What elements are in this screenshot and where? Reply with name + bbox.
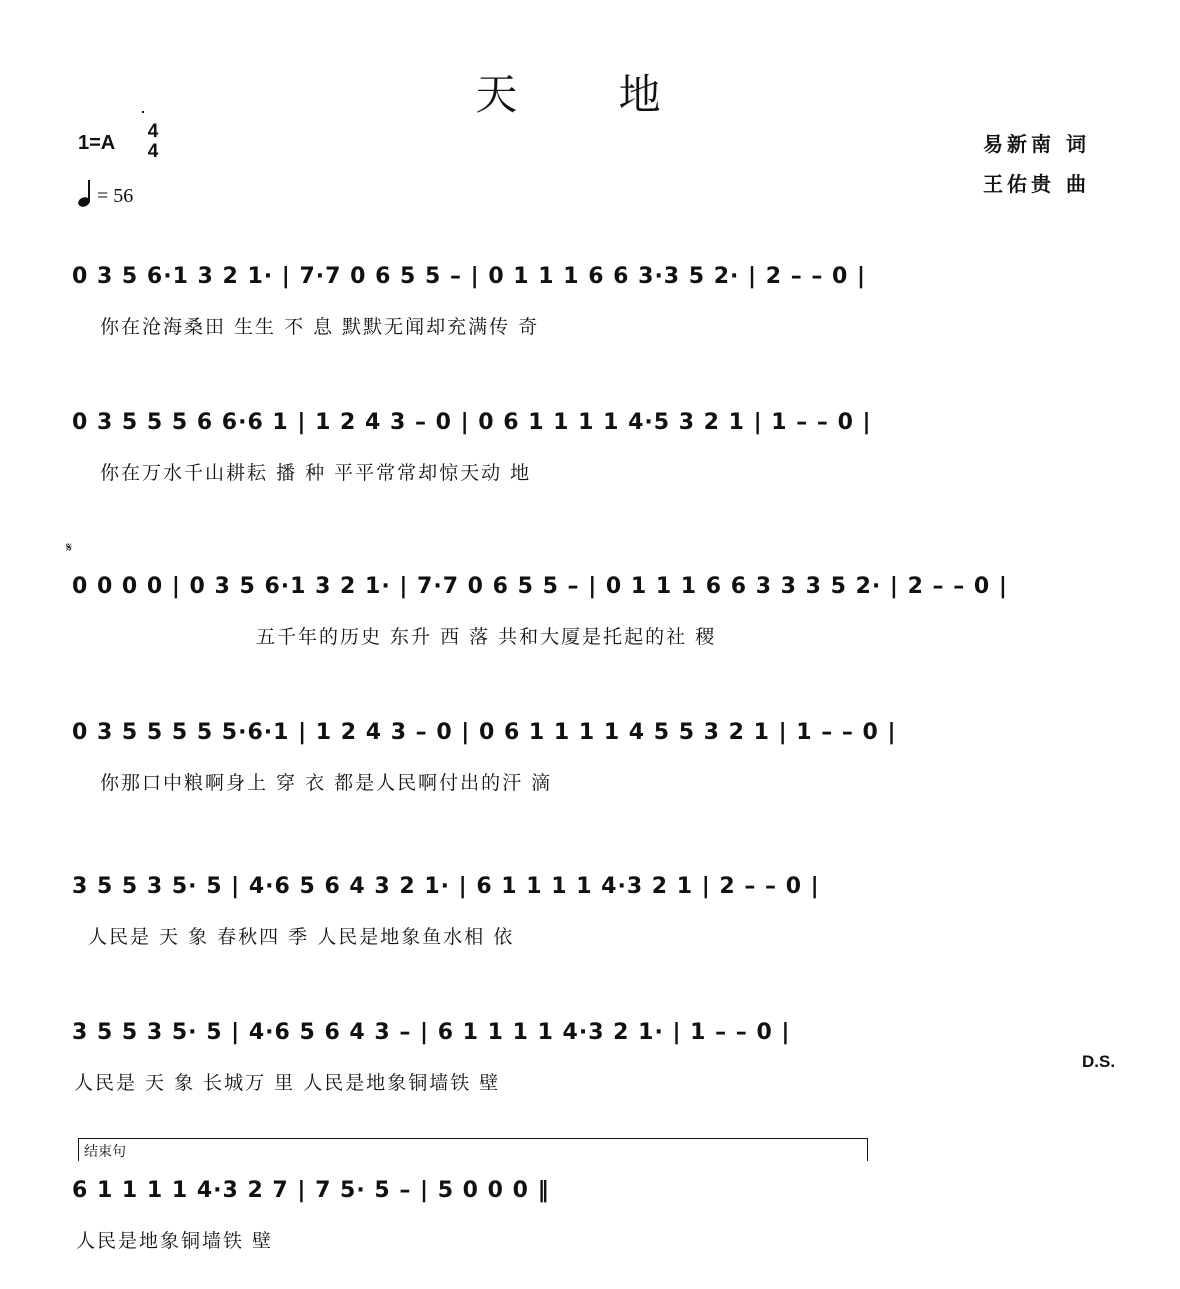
composer-credit: 王佑贵 曲 bbox=[983, 172, 1090, 196]
lyric-line: 人民是 天 象 春秋四 季 人民是地象鱼水相 依 bbox=[88, 926, 515, 948]
lyricist-credit: 易新南 词 bbox=[983, 132, 1090, 156]
lyric-line: 五千年的历史 东升 西 落 共和大厦是托起的社 稷 bbox=[256, 626, 717, 648]
notation-line: 0 3 5 6·1 3 2 1· | 7·7 0 6 5 5 – | 0 1 1 1 6 6 3·3 5 2· | 2 – – 0 | bbox=[72, 264, 867, 289]
time-signature-bottom: 4 bbox=[147, 141, 159, 162]
lyric-line: 你在万水千山耕耘 播 种 平平常常却惊天动 地 bbox=[100, 462, 532, 484]
ending-bracket bbox=[78, 1138, 868, 1161]
tempo-value: = 56 bbox=[97, 185, 134, 207]
song-title: 天 地 bbox=[475, 70, 705, 119]
lyric-line: 你那口中粮啊身上 穿 衣 都是人民啊付出的汗 滴 bbox=[100, 772, 553, 794]
lyric-line: 人民是地象铜墙铁 壁 bbox=[76, 1230, 274, 1252]
ds-marking: D.S. bbox=[1082, 1052, 1116, 1071]
notation-line: 3 5 5 3 5· 5 | 4·6 5 6 4 3 2 1· | 6 1 1 1 1 4·3 2 1 | 2 – – 0 | bbox=[72, 874, 820, 899]
ending-label: 结束句 bbox=[84, 1144, 126, 1160]
key-signature: 1=A bbox=[78, 132, 116, 154]
lyric-line: 你在沧海桑田 生生 不 息 默默无闻却充满传 奇 bbox=[100, 316, 540, 338]
notation-line: 0 3 5 5 5 6 6·6 1 | 1 2 4 3 – 0 | 0 6 1 1 1 1 4·5 3 2 1 | 1 – – 0 | bbox=[72, 410, 872, 435]
quarter-note-icon bbox=[78, 178, 92, 208]
notation-line: 0 0 0 0 | 0 3 5 6·1 3 2 1· | 7·7 0 6 5 5 – | 0 1 1 1 6 6 3 3 3 5 2· | 2 – – 0 | bbox=[72, 574, 1008, 599]
time-signature-top: 4 bbox=[147, 121, 159, 142]
lyric-line: 人民是 天 象 长城万 里 人民是地象铜墙铁 壁 bbox=[74, 1072, 501, 1094]
notation-line: 6 1 1 1 1 4·3 2 7 | 7 5· 5 – | 5 0 0 0 ‖ bbox=[72, 1178, 550, 1203]
tempo-marking bbox=[78, 178, 133, 208]
time-signature bbox=[142, 122, 164, 162]
segno-icon: 𝄋 bbox=[66, 540, 73, 556]
notation-line: 0 3 5 5 5 5 5·6·1 | 1 2 4 3 – 0 | 0 6 1 1 1 1 4 5 5 3 2 1 | 1 – – 0 | bbox=[72, 720, 897, 745]
notation-line: 3 5 5 3 5· 5 | 4·6 5 6 4 3 – | 6 1 1 1 1 4·3 2 1· | 1 – – 0 | bbox=[72, 1020, 791, 1045]
